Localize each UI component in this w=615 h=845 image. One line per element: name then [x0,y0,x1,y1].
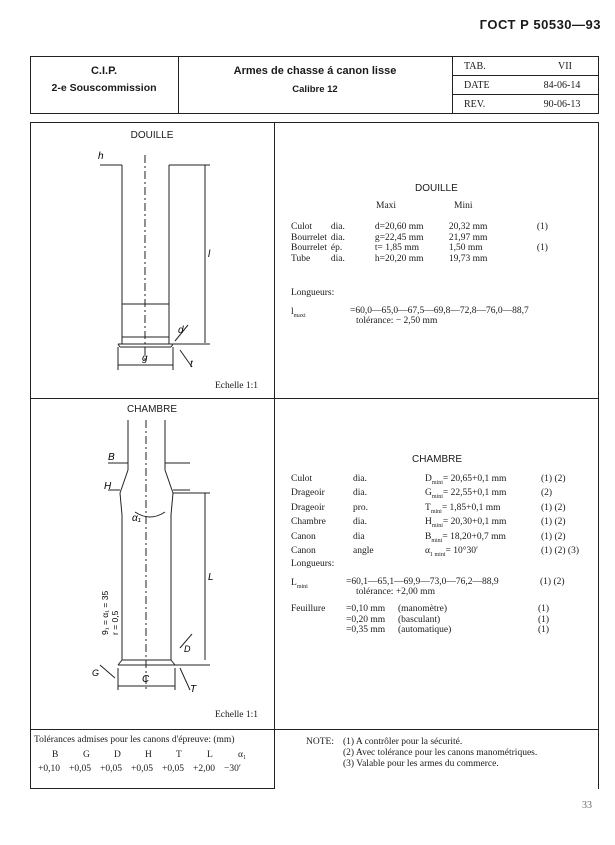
douille-cell-name: Tube [291,253,311,264]
page-number: 33 [582,800,592,811]
feuillure-kind: (basculant) [398,614,441,625]
douille-cell-maxi: d=20,60 mm [374,222,424,232]
dim-L-label: L [208,572,214,583]
douille-cell-kind: dia. [330,222,345,232]
chambre-cell-value [425,474,541,488]
chambre-cell-name: Drageoir [291,488,325,499]
chambre-cell-symbol: D [425,474,432,484]
rev-label: REV. [464,99,486,110]
chambre-l-symbol [291,578,308,590]
tolerance-value: +0,05 [69,764,91,774]
header-top-border [30,56,599,57]
douille-cell-mini: 21,97 mm [448,232,488,243]
douille-spec-row [291,254,552,265]
tolerance-value: +0,05 [100,764,122,774]
chambre-drawing-title: CHAMBRE [126,404,177,415]
douille-cell-note [537,254,552,265]
chambre-drawing [80,420,230,705]
feuillure-kind: (automatique) [398,625,452,635]
douille-spec-table [291,222,552,264]
chambre-spec-row [291,517,583,531]
douille-cell-name: Bourrelet [291,243,327,253]
feuillure-table [346,604,553,636]
dim-G-label: G [92,668,100,678]
chambre-spec-table [291,474,583,560]
chambre-cell-rest: = 1,85+0,1 mm [441,502,501,513]
main-left-border [30,122,31,789]
header-row-line-1 [452,75,598,76]
tolerance-value: +0,05 [131,764,153,774]
chambre-cell-sub: mini [430,508,442,515]
section-divider [30,398,599,399]
note-item: (2) Avec tolérance pour les canons manométriques. [343,748,538,758]
chambre-cell-name: Culot [291,474,313,484]
douille-cell-kind: dia. [330,253,345,264]
douille-cell-mini: 20,32 mm [448,222,488,232]
notes-label: NOTE: [306,737,334,747]
chambre-cell-rest: = 18,20+0,7 mm [442,531,506,542]
tolerance-box-bottom [30,788,275,789]
tolerance-letter: G [83,750,90,760]
tolerance-letter: T [176,750,182,760]
feuillure-value: =0,10 mm [346,604,386,614]
chambre-cell-kind: pro. [353,502,369,513]
douille-l-sub: maxi [293,312,306,319]
doc-title: Armes de chasse á canon lisse [233,65,397,77]
header-bottom-border [30,113,599,114]
douille-cell-maxi: h=20,20 mm [374,253,424,264]
rev-value: 90-06-13 [543,99,581,110]
douille-l-symbol [291,307,306,319]
header-row-line-2 [452,94,598,95]
douille-spec-title: DOUILLE [415,183,458,194]
tolerance-letter: H [145,750,152,760]
main-right-border [598,122,599,789]
header-divider-2 [452,56,453,114]
douille-cell-name: Culot [291,222,313,232]
dim-B-label: B [108,452,115,463]
doc-subtitle: Calibre 12 [292,84,338,95]
chambre-cell-rest: = 20,65+0,1 mm [442,474,507,484]
chambre-l-notes: (1) (2) [540,577,565,587]
feuillure-note: (1) [538,604,550,614]
tolerance-letter: L [207,750,213,760]
standard-number: ГОСТ Р 50530—93 [479,17,601,32]
chamfer-note-1: 9₁ = α₁ = 35 [100,590,110,635]
chambre-spec-row [291,474,583,488]
header-right-border [598,56,599,114]
douille-cell-kind: dia. [330,232,345,243]
chambre-cell-kind: angle [353,545,374,556]
chambre-l-letter: L [291,578,297,588]
dim-C-label: C [142,674,150,685]
chambre-cell-kind: dia [353,531,365,542]
dim-d-label: d [178,325,184,336]
tolerance-value: +0,10 [38,764,60,774]
chambre-l-sub: mini [296,583,308,590]
bottom-divider [30,729,599,730]
chambre-cell-notes: (1) (2) [541,502,566,513]
douille-cell-note: (1) [536,243,548,253]
date-label: DATE [464,80,490,91]
chambre-cell-name: Drageoir [291,502,325,513]
douille-cell-mini: 19,73 mm [448,253,488,264]
douille-cell-note: (1) [536,222,548,232]
chambre-cell-symbol: B [425,531,432,542]
douille-l-letter: l [291,307,294,317]
chambre-cell-sub: 1 mini [429,551,446,558]
douille-l-values: =60,0—65,0—67,5—69,8—72,8—76,0—88,7 [350,306,529,316]
feuillure-value: =0,35 mm [346,625,386,635]
dim-l-label: l [208,249,211,260]
chambre-cell-sub: mini [431,523,443,530]
chambre-cell-name: Canon [291,545,316,556]
chambre-scale: Echelle 1:1 [215,710,258,720]
feuillure-label: Feuillure [291,604,326,614]
notes-list [343,737,537,770]
dim-t-label: t [190,359,193,370]
chambre-cell-sub: mini [431,537,443,544]
dim-h-label: h [98,151,104,162]
chambre-cell-value [425,503,541,517]
chambre-cell-rest: = 22,55+0,1 mm [442,488,507,499]
dim-g-label: g [142,353,148,364]
chambre-cell-rest: = 10°30′ [445,545,479,556]
feuillure-note: (1) [538,614,550,625]
tolerance-letter: α₁ [238,750,247,760]
douille-cell-name: Bourrelet [291,232,327,243]
tolerances-title: Tolérances admises pour les canons d'épreuve: (mm) [34,735,235,745]
tolerance-value: +0,05 [162,764,184,774]
subcommission: 2-e Souscommission [51,82,157,94]
douille-cell-kind: ép. [330,243,343,253]
col-maxi: Maxi [376,201,397,211]
douille-spec-row [291,222,552,233]
chambre-cell-symbol: G [425,488,432,499]
note-item: (3) Valable pour les armes du commerce. [343,759,499,769]
douille-drawing-title: DOUILLE [130,130,174,141]
dim-D-label: D [184,644,191,654]
date-value: 84-06-14 [543,80,581,91]
chambre-cell-notes: (1) (2) [541,517,566,528]
tab-value: VII [558,61,572,72]
douille-cell-maxi: g=22,45 mm [374,232,424,243]
chambre-cell-name: Canon [291,531,316,542]
tolerance-letter: B [52,750,59,760]
main-center-divider [274,122,275,789]
feuillure-note: (1) [538,625,550,635]
note-item: (1) A contrôler pour la sécurité. [343,737,463,747]
main-top-border [30,122,599,123]
tolerance-value: +2,00 [193,764,215,774]
feuillure-row [346,604,553,615]
chambre-cell-symbol: α [425,545,430,556]
douille-cell-maxi: t= 1,85 mm [374,243,420,253]
tab-label: TAB. [464,61,486,72]
org-name: C.I.P. [90,65,118,77]
douille-lengths-label: Longueurs: [291,288,335,298]
chambre-cell-rest: = 20,30+0,1 mm [442,517,507,528]
chambre-cell-name: Chambre [291,517,326,528]
chambre-spec-row [291,532,583,546]
chamfer-note-2: r = 0,5 [110,610,120,635]
chambre-cell-kind: dia. [353,488,367,499]
douille-tolerance: tolérance: − 2,50 mm [356,316,438,326]
dim-T-label: T [190,684,197,695]
douille-cell-note [537,233,552,244]
chambre-spec-row [291,488,583,502]
chambre-cell-symbol: T [425,502,431,513]
chambre-cell-notes: (1) (2) [541,474,566,484]
chambre-cell-sub: mini [431,479,443,486]
chambre-tolerance: tolérance: +2,00 mm [356,587,435,597]
chambre-cell-symbol: H [425,517,432,528]
col-mini: Mini [454,201,473,211]
douille-drawing [80,145,230,380]
chambre-spec-row [291,503,583,517]
douille-scale: Echelle 1:1 [215,381,258,391]
tolerance-letter: D [114,750,121,760]
chambre-spec-title: CHAMBRE [412,454,463,465]
chambre-cell-notes: (1) (2) (3) [541,545,579,556]
chambre-cell-kind: dia. [353,474,367,484]
douille-cell-mini: 1,50 mm [448,243,483,253]
chambre-spec-row [291,546,583,560]
chambre-cell-kind: dia. [353,517,367,528]
feuillure-row [346,625,553,636]
tolerance-value: −30′ [224,764,241,774]
chambre-cell-value [425,546,541,560]
dim-alpha-label: α₁ [132,513,141,524]
chambre-lengths-label: Longueurs: [291,559,335,569]
douille-spec-row [291,233,552,244]
feuillure-value: =0,20 mm [346,614,386,625]
douille-spec-row [291,243,552,254]
chambre-cell-notes: (2) [541,488,553,499]
chambre-cell-value [425,517,541,531]
dim-H-label: H [104,481,112,492]
chambre-cell-sub: mini [431,494,443,501]
chambre-l-values: =60,1—65,1—69,9—73,0—76,2—88,9 [346,577,499,587]
chambre-cell-value [425,532,541,546]
chambre-cell-value [425,488,541,502]
chambre-cell-notes: (1) (2) [541,531,566,542]
feuillure-kind: (manomètre) [398,604,448,614]
feuillure-row [346,615,553,626]
